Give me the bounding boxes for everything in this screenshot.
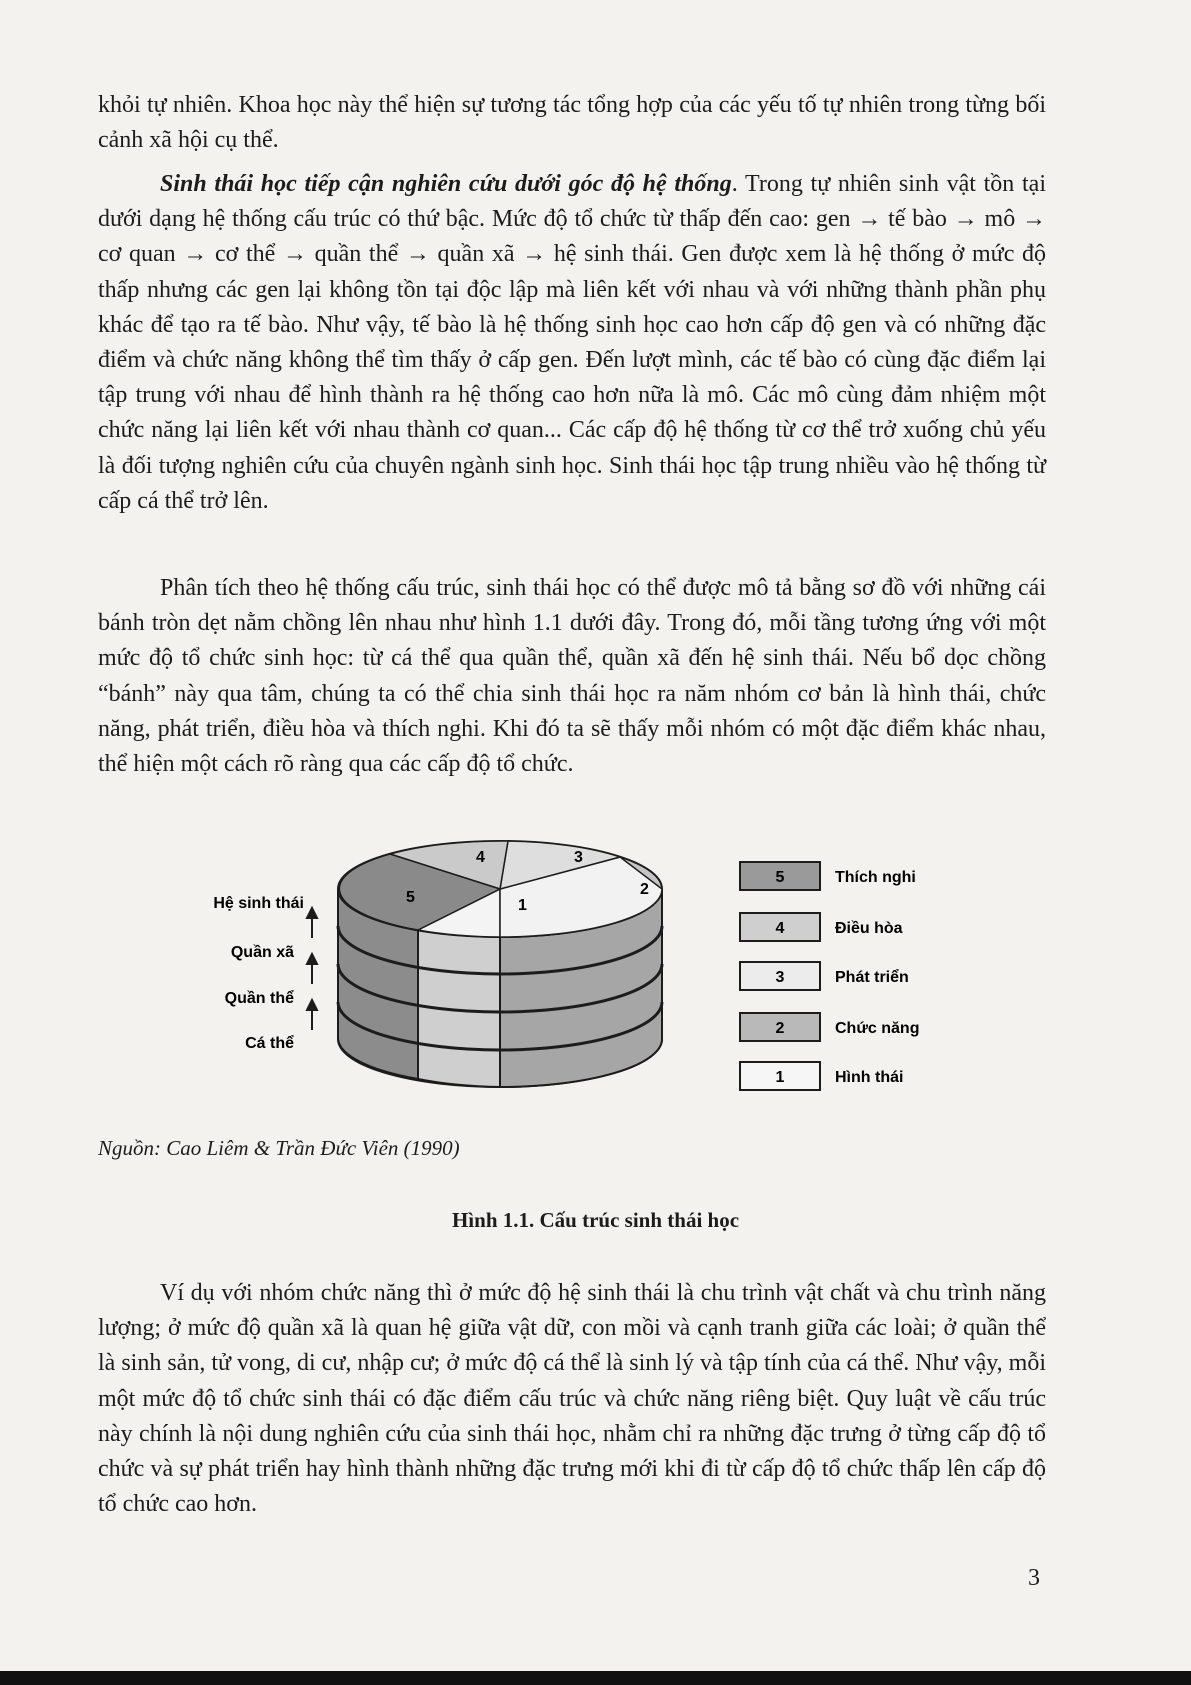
level-population-label: Quần thể: [224, 990, 294, 1007]
legend-label-3: Phát triển: [835, 969, 909, 986]
level-ecosystem-label: Hệ sinh thái: [213, 895, 304, 912]
layered-cylinder: [338, 841, 662, 1087]
legend-label-1: Hình thái: [835, 1069, 904, 1086]
legend-number-3: 3: [775, 969, 785, 986]
page-number: 3: [1028, 1565, 1040, 1591]
arrow-head-icon: [307, 954, 317, 964]
legend-label-2: Chức năng: [835, 1020, 920, 1037]
legend-label-5: Thích nghi: [835, 869, 916, 886]
arrow-head-icon: [307, 908, 317, 918]
level-community-label: Quần xã: [230, 944, 294, 961]
paragraph-2: [98, 167, 1046, 519]
scan-edge: [0, 1671, 1191, 1685]
paragraph-3: Phân tích theo hệ thống cấu trúc, sinh thái học có thể được mô tả bằng sơ đồ với những cái bánh tròn dẹt nằm chồng lên nhau như hình 1.1 dưới đây. Trong đó, mỗi tầng tương ứng với một mức độ tổ chức sinh học: từ cá thể qua quần thể, quần xã đến hệ sinh thái. Nếu bổ dọc chồng “bánh” này qua tâm, chúng ta có thể chia sinh thái học ra năm nhóm cơ bản là hình thái, chức năng, phát triển, điều hòa và thích nghi. Khi đó ta sẽ thấy mỗi nhóm có một đặc điểm khác nhau, thể hiện một cách rõ ràng qua các cấp độ tổ chức.: [98, 575, 1046, 778]
figure-source: Nguồn: Cao Liêm & Trần Đức Viên (1990): [98, 1136, 460, 1160]
segment-4-number: 4: [476, 849, 485, 866]
legend-number-4: 4: [775, 920, 785, 937]
paragraph-4: Ví dụ với nhóm chức năng thì ở mức độ hệ sinh thái là chu trình vật chất và chu trình năng lượng; ở mức độ quần xã là quan hệ giữa vật dữ, con mồi và cạnh tranh giữa các loài; ở quần thể là sinh sản, tử vong, di cư, nhập cư; ở mức độ cá thể là sinh lý và tập tính của cá thể. Như vậy, mỗi một mức độ tổ chức sinh thái có đặc điểm cấu trúc và chức năng riêng biệt. Quy luật về cấu trúc này chính là nội dung nghiên cứu của sinh thái học, nhằm chỉ ra những đặc trưng ở từng cấp độ tổ chức và sự phát triển hay hình thành những đặc trưng mới khi đi từ cấp độ tổ chức thấp lên cấp độ tổ chức cao hơn.: [98, 1280, 1046, 1518]
paragraph-2-body: . Trong tự nhiên sinh vật tồn tại dưới dạng hệ thống cấu trúc có thứ bậc. Mức độ tổ chức từ thấp đến cao: gen → tế bào → mô → cơ quan → cơ thể → quần thể → quần xã → hệ sinh thái. Gen được xem là hệ thống ở mức độ thấp nhưng các gen lại không tồn tại độc lập mà liên kết với nhau và với những thành phần phụ khác để tạo ra tế bào. Như vậy, tế bào là hệ thống sinh học cao hơn cấp độ gen và có những đặc điểm và chức năng không thể tìm thấy ở cấp gen. Đến lượt mình, các tế bào có cùng đặc điểm lại tập trung với nhau để hình thành ra hệ thống cao hơn nữa là mô. Các mô cùng đảm nhiệm một chức năng lại liên kết với nhau thành cơ quan... Các cấp độ hệ thống từ cơ thể trở xuống chủ yếu là đối tượng nghiên cứu của chuyên ngành sinh học. Sinh thái học tập trung nhiều vào hệ thống từ cấp cá thể trở lên.: [98, 171, 1046, 514]
legend: [740, 862, 919, 1090]
legend-number-2: 2: [775, 1020, 785, 1037]
segment-5-number: 5: [406, 889, 415, 906]
paragraph-2-lead: Sinh thái học tiếp cận nghiên cứu dưới góc độ hệ thống: [160, 171, 732, 197]
level-individual-label: Cá thể: [245, 1035, 294, 1052]
legend-label-4: Điều hòa: [835, 920, 903, 937]
legend-number-5: 5: [775, 869, 785, 886]
legend-number-1: 1: [775, 1069, 785, 1086]
ecology-structure-figure: [190, 826, 950, 1126]
arrow-head-icon: [307, 1000, 317, 1010]
segment-1-number: 1: [518, 897, 527, 914]
paragraph-1: khỏi tự nhiên. Khoa học này thể hiện sự tương tác tổng hợp của các yếu tố tự nhiên trong từng bối cảnh xã hội cụ thể.: [98, 92, 1046, 154]
figure-caption: Hình 1.1. Cấu trúc sinh thái học: [451, 1208, 740, 1232]
level-arrows: [307, 908, 317, 1030]
segment-2-number: 2: [640, 881, 649, 898]
segment-3-number: 3: [574, 849, 583, 866]
